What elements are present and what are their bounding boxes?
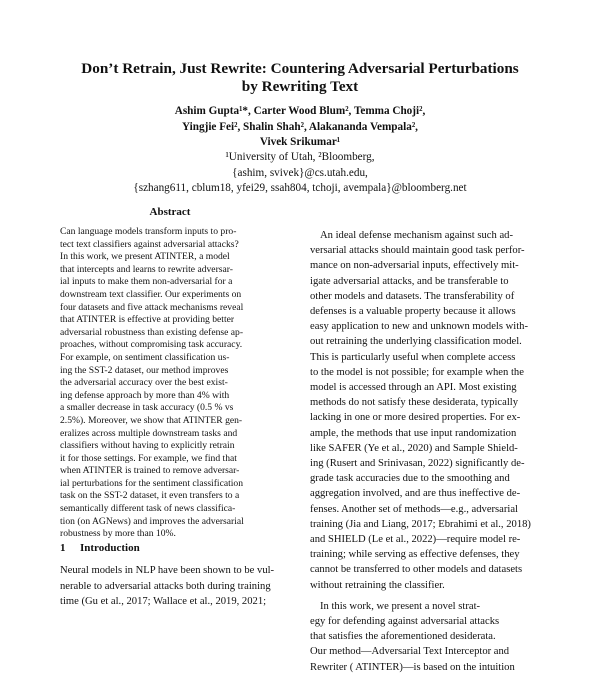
- authors-line-2: Yingjie Fei², Shalin Shah², Alakananda Vempala²,: [182, 120, 418, 133]
- intro-line: Neural models in NLP have been shown to be vul-: [60, 565, 275, 576]
- paragraph-line: This is particularly useful when complete access: [310, 351, 516, 363]
- abstract-line: tion (on AGNews) and improves the adversarial: [60, 515, 244, 527]
- abstract-line: For example, on sentiment classification us-: [60, 351, 230, 363]
- paragraph-line: and SHIELD (Le et al., 2022)—require model re-: [310, 534, 521, 546]
- abstract-line: adversarial robustness than existing defense ap-: [60, 326, 244, 338]
- paragraph-line: ample, the methods that use input randomization: [310, 427, 517, 439]
- intro-line: nerable to adversarial attacks both during training: [60, 580, 271, 592]
- abstract-line: that ATINTER is effective at providing better: [60, 314, 235, 326]
- section-heading-introduction: [60, 542, 140, 554]
- paragraph-line: to the model is not possible; for example when the: [310, 366, 524, 378]
- introduction-body: [60, 563, 296, 610]
- abstract-line: the adversarial accuracy over the best exist-: [60, 377, 228, 389]
- section-number: 1: [60, 542, 66, 554]
- paragraph-line: mance on non-adversarial inputs, effectively mit-: [310, 260, 519, 272]
- abstract-line: In this work, we present ATINTER, a model: [60, 251, 230, 263]
- paragraph-line: model is accessed through an API. Most existing: [310, 382, 517, 394]
- paragraph-line: other models and datasets. The transferability of: [310, 290, 515, 302]
- paragraph-line: without retraining the classifier.: [310, 579, 445, 591]
- paragraph-line: methods do not satisfy these desiderata, typically: [310, 397, 519, 409]
- abstract-line: task on the SST-2 dataset, it even transfers to a: [60, 490, 240, 502]
- abstract-line: semantically different task of news classifica-: [60, 503, 236, 515]
- paragraph-line: out retraining the underlying classification model.: [310, 336, 522, 348]
- abstract-line: classifiers without having to explicitly retrain: [60, 440, 235, 452]
- section-title: Introduction: [80, 542, 140, 554]
- authors-line-3: Vivek Srikumar¹: [259, 136, 341, 148]
- paragraph-line: lacking in one or more desired properties. For ex-: [310, 412, 521, 424]
- paragraph-line: training; while serving as effective defenses, they: [310, 549, 520, 561]
- abstract-line: 2.5%). Moreover, we show that ATINTER gen-: [60, 414, 243, 426]
- paragraph-line: egy for defending against adversarial attacks: [310, 616, 500, 628]
- paragraph-line: defenses is a valuable property because it allows: [310, 306, 516, 318]
- affiliation-line-2: {ashim, svivek}@cs.utah.edu,: [232, 166, 368, 179]
- paragraph-line: Rewriter ( ATINTER)—is based on the intuition: [310, 661, 515, 673]
- right-column-body: [310, 228, 550, 675]
- abstract-line: ial inputs to make them non-adversarial for a: [60, 276, 233, 288]
- abstract-line: it for those settings. For example, we find that: [60, 452, 237, 464]
- paragraph-line: Our method—Adversarial Text Interceptor and: [310, 646, 510, 658]
- paragraph-line: ing (Rusert and Srinivasan, 2022) significantly de-: [310, 458, 525, 470]
- paragraph-line: easy application to new and unknown models with-: [310, 321, 529, 333]
- authors-line-1: Ashim Gupta¹*, Carter Wood Blum², Temma Choji²,: [174, 105, 426, 117]
- paragraph-line: cannot be transferred to other models and datasets: [310, 564, 523, 576]
- intro-line: time (Gu et al., 2017; Wallace et al., 2019, 2021;: [60, 596, 267, 608]
- abstract-line: when ATINTER is trained to remove adversar-: [60, 465, 240, 477]
- title-line-2: by Rewriting Text: [241, 78, 359, 95]
- abstract-line: downstream text classifier. Our experiments on: [60, 288, 242, 300]
- affiliation-line-1: ¹University of Utah, ²Bloomberg,: [225, 151, 375, 163]
- title-line-1: Don’t Retrain, Just Rewrite: Countering Adversarial Perturbations: [81, 60, 519, 77]
- paragraph-line: grade task accuracies due to the smoothing and: [310, 473, 510, 485]
- abstract-line: ing the SST-2 dataset, our method improves: [60, 364, 229, 376]
- abstract-line: a smaller decrease in task accuracy (0.5 % vs: [60, 402, 234, 414]
- paragraph-line: igate adversarial attacks, and be transferable to: [310, 275, 509, 287]
- abstract-line: tect text classifiers against adversarial attacks?: [60, 238, 239, 250]
- paragraph-line: aggregation involved, and are thus ineffective de-: [310, 488, 521, 500]
- paragraph-line: In this work, we present a novel strat-: [320, 600, 481, 612]
- abstract-line: eralizes across multiple downstream tasks and: [60, 427, 238, 439]
- paragraph-line: fenses. Another set of methods—e.g., adversarial: [310, 503, 518, 515]
- abstract-line: robustness by more than 10%.: [60, 528, 176, 540]
- abstract-line: that intercepts and learns to rewrite adversar-: [60, 263, 233, 275]
- abstract-line: four datasets and five attack mechanisms reveal: [60, 301, 244, 313]
- abstract-line: Can language models transform inputs to pro-: [60, 226, 237, 237]
- abstract-line: ing defense approach by more than 4% with: [60, 389, 230, 401]
- paragraph-line: versarial attacks should maintain good task perfor-: [310, 245, 525, 257]
- abstract-body: [60, 226, 290, 541]
- paragraph-line: like SAFER (Ye et al., 2020) and Sample Shield-: [310, 442, 518, 454]
- paragraph-line: An ideal defense mechanism against such ad-: [320, 230, 513, 241]
- paragraph-line: training (Jia and Liang, 2017; Ebrahimi et al., 2018): [310, 518, 531, 530]
- paragraph-line: that satisfies the aforementioned desiderata.: [310, 631, 496, 643]
- affiliation-line-3: {szhang611, cblum18, yfei29, ssah804, tchoji, avempala}@bloomberg.net: [133, 182, 467, 194]
- abstract-line: proaches, without compromising task accuracy.: [60, 339, 243, 351]
- abstract-heading: Abstract: [149, 206, 191, 218]
- abstract-line: ial perturbations for the sentiment classification: [60, 477, 244, 489]
